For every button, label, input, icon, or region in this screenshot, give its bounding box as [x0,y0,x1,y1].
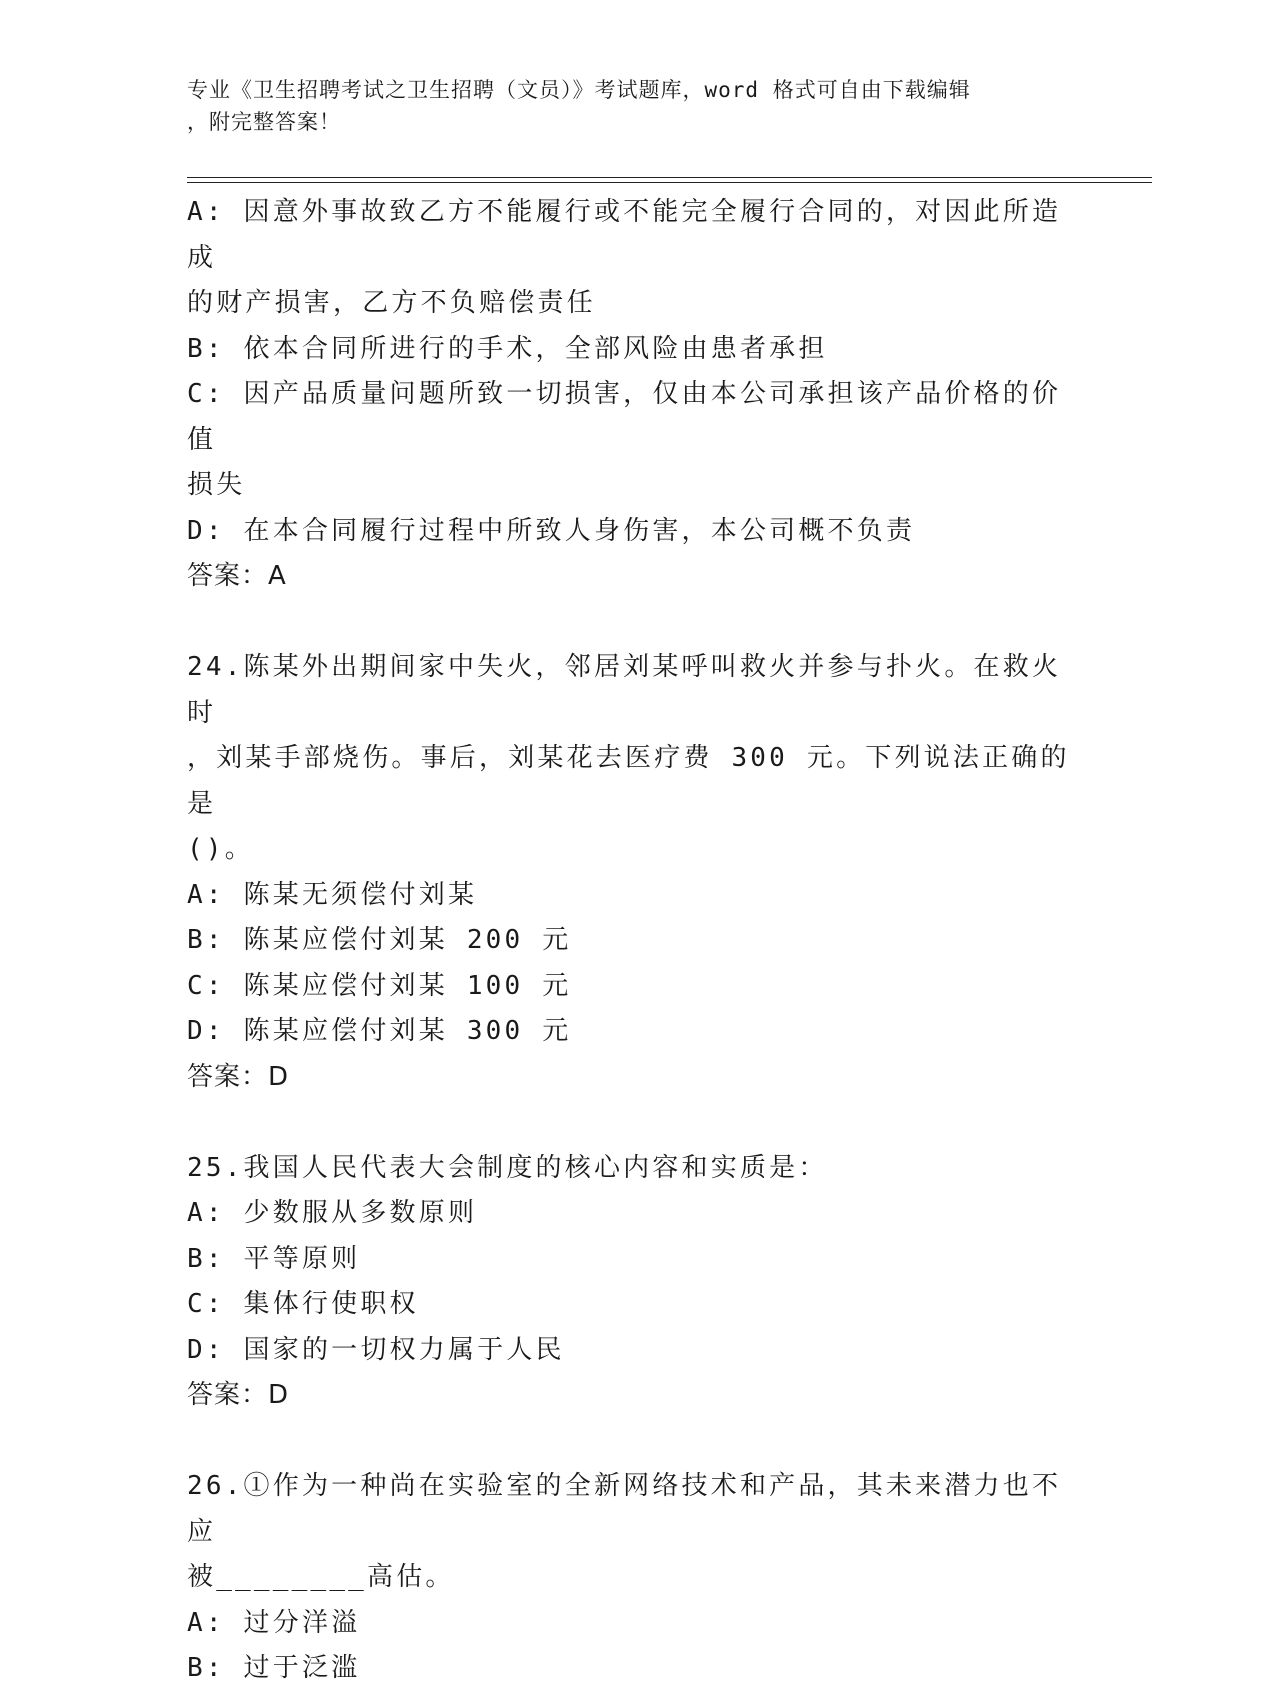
answer: 答案：D [187,1061,290,1092]
question-stem-line-2: ，刘某手部烧伤。事后，刘某花去医疗费 300 元。下列说法正确的是 [187,743,1070,819]
question-23 [187,190,1087,600]
option-d: D: 陈某应偿付刘某 300 元 [187,1016,572,1046]
header-title-line-1: 专业《卫生招聘考试之卫生招聘（文员）》考试题库，word 格式可自由下载编辑 [187,78,971,102]
question-stem-line-1: 24.陈某外出期间家中失火，邻居刘某呼叫救火并参与扑火。在救火时 [187,652,1062,728]
document-header [187,74,1087,138]
option-b: B: 过于泛滥 [187,1653,361,1683]
option-b: B: 依本合同所进行的手术，全部风险由患者承担 [187,333,828,364]
option-d: D: 国家的一切权力属于人民 [187,1334,565,1365]
question-stem-line-3: ()。 [187,834,254,864]
header-divider-top [187,177,1152,178]
question-stem-line-2: 被________高估。 [187,1562,455,1592]
option-b: B: 陈某应偿付刘某 200 元 [187,925,572,955]
option-a: A: 陈某无须偿付刘某 [187,879,478,910]
option-c: C: 集体行使职权 [187,1289,419,1319]
option-a: A: 少数服从多数原则 [187,1198,478,1228]
question-stem-line-1: 26.①作为一种尚在实验室的全新网络技术和产品，其未来潜力也不应 [187,1471,1062,1547]
spacer [187,600,1087,646]
spacer [187,1419,1087,1465]
option-c-line-1: C: 因产品质量问题所致一切损害，仅由本公司承担该产品价格的价值 [187,379,1062,455]
option-a-line-1: A: 因意外事故致乙方不能履行或不能完全履行合同的，对因此所造成 [187,197,1062,273]
question-26 [187,1464,1087,1692]
option-d: D: 在本合同履行过程中所致人身伤害，本公司概不负责 [187,515,916,546]
question-25 [187,1146,1087,1419]
spacer [187,1100,1087,1146]
option-c: C: 陈某应偿付刘某 100 元 [187,970,572,1001]
option-b: B: 平等原则 [187,1243,361,1274]
question-24 [187,645,1087,1100]
option-c-line-2: 损失 [187,470,246,500]
header-title-line-2: ，附完整答案！ [187,110,341,134]
question-stem: 25.我国人民代表大会制度的核心内容和实质是： [187,1152,828,1183]
option-a: A: 过分洋溢 [187,1607,361,1638]
answer: 答案：D [187,1380,290,1410]
answer: 答案：A [187,561,287,591]
option-a-line-2: 的财产损害，乙方不负赔偿责任 [187,288,596,318]
header-divider-bottom [187,182,1152,183]
question-body [187,190,1087,1692]
